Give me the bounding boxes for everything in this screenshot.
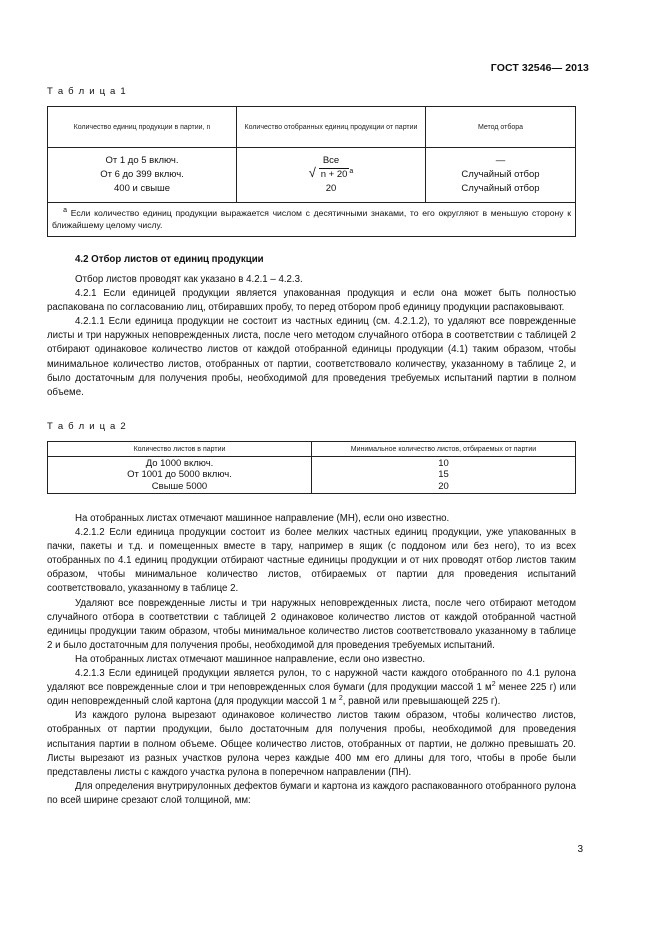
- table2-sheets-1: До 1000 включ.: [145, 457, 214, 469]
- paragraph: На отобранных листах отмечают машинное направление (МН), если оно известно.: [75, 513, 450, 524]
- table1-header-qty: Количество единиц продукции в партии, n: [48, 107, 237, 148]
- table1-method-1: —: [495, 155, 506, 166]
- page-number: 3: [577, 844, 583, 855]
- table1-qty-cell: [48, 148, 237, 203]
- standard-code: ГОСТ 32546— 2013: [490, 62, 589, 74]
- body-section-2: [47, 512, 576, 808]
- table2-header-min: Минимальное количество листов, отбираемых от партии: [312, 442, 576, 457]
- paragraph: 4.2.1.1 Если единица продукции не состоит из частных единиц (см. 4.2.1.2), то удаляют все поврежденные листы и три наружных неповрежденных листа, после чего методом случайного отбора в соответствии с таблицей 2 отбирают одинаковое количество листов от каждой отобранной единицы продукции (4.1) таким образом, чтобы минимальное количество листов, отобранных от партии, соответствовало количеству, указанному в таблице 2, и было достаточным для получения пробы, необходимой для проведения требуемых испытаний партии в полном объеме.: [47, 316, 576, 398]
- paragraph: Отбор листов проводят как указано в 4.2.1 – 4.2.3.: [75, 274, 303, 285]
- table2-sheets-2: От 1001 до 5000 включ.: [127, 469, 232, 481]
- section-title: 4.2 Отбор листов от единиц продукции: [75, 254, 264, 265]
- table2-sheets-3: Свыше 5000: [151, 480, 208, 492]
- table1-header-method: Метод отбора: [426, 107, 576, 148]
- table1-selected-cell: [237, 148, 426, 203]
- table2-min-1: 10: [438, 457, 449, 469]
- table2-caption: Т а б л и ц а 2: [47, 421, 127, 432]
- paragraph: Удаляют все поврежденные листы и три наружных неповрежденных листа, после чего отбирают методом случайного отбора в соответствии с таблицей 2 одинаковое количество листов от каждой отобранной частной единицы продукции таким образом, чтобы минимальное количество листов соответствовало указанному в таблице 2 и было достаточным для получения пробы, необходимой для проведения требуемых испытаний.: [47, 597, 576, 651]
- table2-min-2: 15: [438, 469, 449, 481]
- table2-header-sheets: Количество листов в партии: [48, 442, 312, 457]
- paragraph: 4.2.1.2 Если единица продукции состоит из более мелких частных единиц продукции, уже упакованных в пачки, пакеты и т.д. и помещенных вместе в тару, например в ящик (с поддоном или без него), то из всех отобранных по 4.1 единиц продукции отбирают частные единицы продукции и от них проводят отбор листов таким образом, чтобы минимальное количество листов, отбираемых от партии для проведения испытаний соответствовало, указанному в таблице 2.: [47, 527, 576, 595]
- table1-method-2: Случайный отбор: [461, 169, 540, 180]
- table1-method-cell: [426, 148, 576, 203]
- table1-caption: Т а б л и ц а 1: [47, 86, 127, 97]
- paragraph: 4.2.1.3 Если единицей продукции является рулон, то с наружной части каждого отобранного по 4.1 рулона удаляют все поврежденные слои и три неповрежденных слоя бумаги (для продукции массой 1 $м^2$ менее 225 г) или один неповрежденный слой картона (для продукции массой 1 м $^2$, равной или превышающей 225 г).: [47, 668, 576, 708]
- section-body: [47, 273, 576, 400]
- table1: [47, 106, 576, 237]
- table2-min-3: 20: [438, 480, 449, 492]
- table1-selected-all: Все: [322, 155, 340, 166]
- paragraph: Из каждого рулона вырезают одинаковое количество листов таким образом, чтобы количество листов, отобранных от партии продукции, было достаточным для получения пробы, необходимой для проведения испытания партии в полном объеме. Общее количество листов, отобранных от партии, не должно превышать 20. Листы вырезают из разных участков рулона через каждые 400 мм его длины для того, чтобы в пробе были представлены листы с каждого участка рулона в поперечном направлении (ПН).: [47, 710, 576, 778]
- table1-qty-3: 400 и свыше: [114, 183, 170, 194]
- paragraph: 4.2.1 Если единицей продукции является упакованная продукция и если она может быть полностью распакована по согласованию лиц, отбиравших пробу, то перед отбором проб единицу продукции распаковывают.: [47, 288, 576, 314]
- paragraph: На отобранных листах отмечают машинное направление, если оно известно.: [75, 653, 426, 665]
- table1-qty-1: От 1 до 5 включ.: [105, 155, 179, 166]
- paragraph: Для определения внутрирулонных дефектов бумаги и картона из каждого распакованного отобранного рулона по всей ширине срезают слой толщиной, мм:: [47, 780, 576, 806]
- table2: [47, 441, 576, 494]
- table2-sheets-cell: [48, 457, 312, 494]
- table1-selected-formula: √ n + 20 $^а$: [308, 165, 354, 180]
- table1-footnote: $^а$ Если количество единиц продукции выражается числом с десятичными знаками, то его округляют в меньшую сторону к ближайшему целому числу.: [48, 203, 576, 237]
- table1-qty-2: От 6 до 399 включ.: [100, 169, 184, 180]
- table1-header-selected: Количество отобранных единиц продукции от партии: [237, 107, 426, 148]
- table1-method-3: Случайный отбор: [461, 183, 540, 194]
- table1-selected-20: 20: [325, 183, 337, 194]
- table2-min-cell: [312, 457, 576, 494]
